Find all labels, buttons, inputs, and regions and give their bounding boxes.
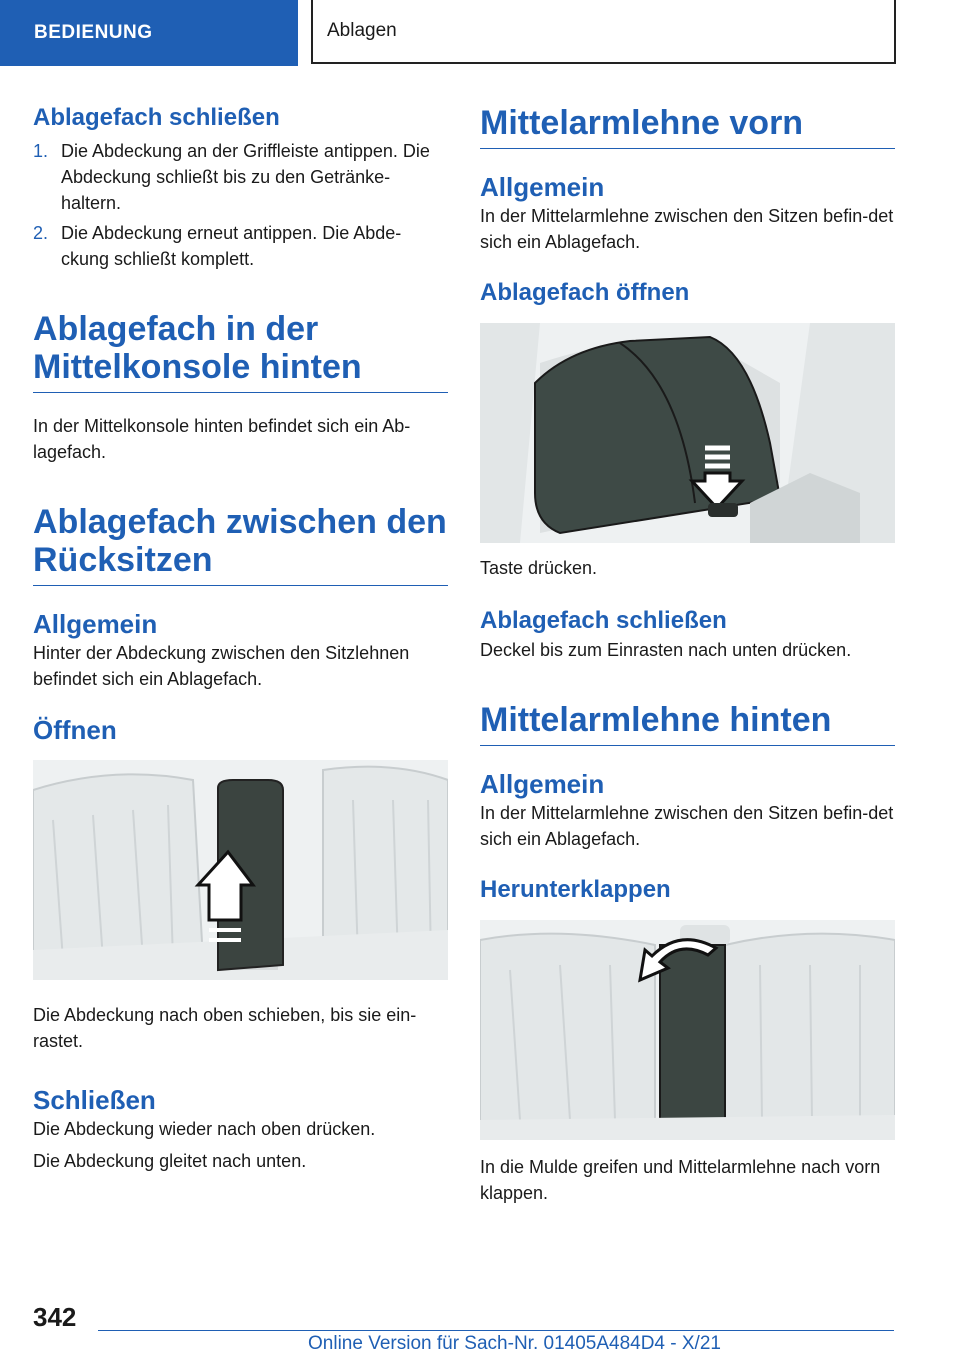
right-column xyxy=(480,100,895,1206)
footer-text: Online Version für Sach-Nr. 01405A484D4 - X/21 xyxy=(308,1333,721,1354)
footer-divider xyxy=(98,1330,894,1331)
rear-armrest-title: Mittelarmlehne hinten xyxy=(480,701,895,746)
list-item xyxy=(33,220,448,272)
step-text: Die Abdeckung erneut antippen. Die Abde-ckung schließt komplett. xyxy=(61,223,402,269)
front-general-heading: Allgemein xyxy=(480,172,605,202)
rear-storage-title: Ablagefach zwischen den Rücksitzen xyxy=(33,503,448,586)
front-general-text: In der Mittelarmlehne zwischen den Sitzen befin-det sich ein Ablagefach. xyxy=(480,206,894,252)
section-tab: BEDIENUNG xyxy=(0,0,298,66)
page-header xyxy=(0,0,960,66)
front-close-text: Deckel bis zum Einrasten nach unten drücken. xyxy=(480,640,852,660)
front-close-heading: Ablagefach schließen xyxy=(480,607,727,634)
close2-text-2: Die Abdeckung gleitet nach unten. xyxy=(33,1151,307,1171)
fold-heading: Herunterklappen xyxy=(480,876,671,903)
open-heading: Öffnen xyxy=(33,715,117,745)
close-heading: Ablagefach schließen xyxy=(33,104,280,131)
fold-caption: In die Mulde greifen und Mittelarmlehne nach vorn klappen. xyxy=(480,1157,881,1203)
chapter-tab: Ablagen xyxy=(311,0,896,64)
rear-general-text-right: In der Mittelarmlehne zwischen den Sitzen befin-det sich ein Ablagefach. xyxy=(480,803,894,849)
close2-heading: Schließen xyxy=(33,1085,156,1115)
rear-cover-illustration xyxy=(33,760,448,980)
step-text: Die Abdeckung an der Griffleiste antippen. Die Abdeckung schließt bis zu den Getränke-haltern. xyxy=(61,141,430,213)
step-number: 1. xyxy=(33,141,49,161)
front-armrest-title: Mittelarmlehne vorn xyxy=(480,104,895,149)
open-caption: Die Abdeckung nach oben schieben, bis sie ein-rastet. xyxy=(33,1005,417,1051)
left-column xyxy=(33,100,448,1174)
step-number: 2. xyxy=(33,223,49,243)
rear-general-text: Hinter der Abdeckung zwischen den Sitzlehnen befindet sich ein Ablagefach. xyxy=(33,643,410,689)
page-number: 342 xyxy=(33,1302,77,1332)
front-armrest-illustration xyxy=(480,323,895,543)
step-list xyxy=(33,138,448,272)
rear-general-heading-right: Allgemein xyxy=(480,769,605,799)
console-title: Ablagefach in der Mittelkonsole hinten xyxy=(33,310,448,393)
close2-text-1: Die Abdeckung wieder nach oben drücken. xyxy=(33,1119,376,1139)
console-text: In der Mittelkonsole hinten befindet sich ein Ab-lagefach. xyxy=(33,416,411,462)
list-item xyxy=(33,138,448,216)
front-open-heading: Ablagefach öffnen xyxy=(480,279,690,306)
rear-general-heading: Allgemein xyxy=(33,609,158,639)
front-open-caption: Taste drücken. xyxy=(480,558,598,578)
rear-armrest-illustration xyxy=(480,920,895,1140)
